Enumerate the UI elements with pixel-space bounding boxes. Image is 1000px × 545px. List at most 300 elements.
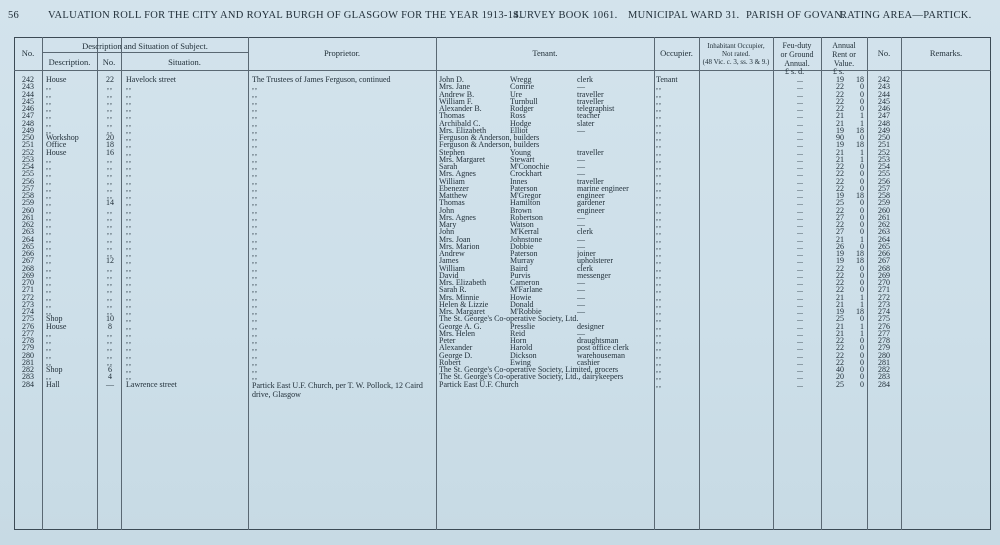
rent-currency: £ s. bbox=[833, 67, 845, 76]
table-row bbox=[0, 83, 1000, 90]
row-description: ,, bbox=[46, 373, 52, 382]
page-number: 56 bbox=[8, 10, 20, 21]
row-feu-duty: ... bbox=[797, 213, 803, 222]
row-number: ,, bbox=[107, 83, 113, 92]
row-proprietor: Partick East U.F. Church, per T. W. Pollock, 12 Caird drive, Glasgow bbox=[252, 380, 423, 399]
row-shillings: 18 bbox=[856, 250, 864, 258]
row-feu-duty: ... bbox=[797, 228, 803, 237]
row-tenant-first: Alexander bbox=[439, 344, 473, 353]
row-feu-duty: ... bbox=[797, 221, 803, 229]
row-proprietor: ,, bbox=[252, 112, 258, 121]
row-situation: ,, bbox=[126, 315, 132, 324]
row-shillings: 0 bbox=[860, 279, 864, 287]
row-feu-duty: ... bbox=[797, 337, 803, 345]
row-pounds: 26 bbox=[836, 242, 844, 251]
row-shillings: 18 bbox=[856, 76, 864, 84]
row-no: 261 bbox=[22, 213, 34, 222]
row-no: 262 bbox=[22, 221, 34, 229]
row-proprietor: ,, bbox=[252, 105, 258, 113]
row-no-right: 251 bbox=[878, 141, 890, 150]
row-number: ,, bbox=[107, 264, 113, 273]
row-feu-duty: ... bbox=[797, 97, 803, 106]
table-row bbox=[0, 91, 1000, 98]
row-number: ,, bbox=[107, 105, 113, 113]
row-situation: ,, bbox=[126, 163, 132, 171]
table-row bbox=[0, 352, 1000, 359]
row-proprietor: ,, bbox=[252, 344, 258, 353]
row-proprietor: ,, bbox=[252, 155, 258, 164]
row-situation: ,, bbox=[126, 242, 132, 251]
row-proprietor: ,, bbox=[252, 119, 258, 128]
row-situation: ,, bbox=[126, 184, 132, 193]
col-description: Description. bbox=[48, 57, 91, 67]
row-occupier: ,, bbox=[656, 184, 662, 193]
row-feu-duty: ... bbox=[797, 155, 803, 164]
row-pounds: 19 bbox=[836, 308, 844, 316]
row-occupier: ,, bbox=[656, 155, 662, 164]
row-no: 265 bbox=[22, 242, 34, 251]
row-no-right: 271 bbox=[878, 286, 890, 295]
row-occupier: ,, bbox=[656, 351, 662, 360]
table-row bbox=[0, 76, 1000, 83]
row-pounds: 22 bbox=[836, 264, 844, 273]
row-number: ,, bbox=[107, 97, 113, 106]
row-tenant-occupation: designer bbox=[577, 322, 605, 331]
row-description: ,, bbox=[46, 250, 52, 258]
row-occupier: ,, bbox=[656, 112, 662, 121]
col-proprietor: Proprietor. bbox=[323, 48, 361, 58]
table-row bbox=[0, 163, 1000, 170]
row-tenant-occupation: cashier bbox=[577, 358, 600, 367]
row-shillings: 18 bbox=[856, 141, 864, 150]
row-feu-duty: ... bbox=[797, 105, 803, 113]
row-situation: ,, bbox=[126, 213, 132, 222]
row-proprietor: ,, bbox=[252, 192, 258, 200]
row-tenant-occupation: — bbox=[577, 293, 585, 302]
row-pounds: 20 bbox=[836, 373, 844, 382]
row-proprietor: ,, bbox=[252, 286, 258, 295]
row-pounds: 19 bbox=[836, 192, 844, 200]
row-no-right: 255 bbox=[878, 170, 890, 179]
row-proprietor: ,, bbox=[252, 170, 258, 179]
row-pounds: 19 bbox=[836, 250, 844, 258]
row-occupier: ,, bbox=[656, 235, 662, 244]
row-pounds: 21 bbox=[836, 235, 844, 244]
row-pounds: 22 bbox=[836, 177, 844, 186]
row-tenant-occupation: clerk bbox=[577, 228, 593, 237]
table-row bbox=[0, 236, 1000, 243]
row-proprietor: ,, bbox=[252, 221, 258, 229]
row-tenant-first: Thomas bbox=[439, 199, 465, 208]
row-feu-duty: ... bbox=[797, 76, 803, 84]
row-occupier: ,, bbox=[656, 221, 662, 229]
row-no-right: 273 bbox=[878, 300, 890, 309]
row-occupier: ,, bbox=[656, 126, 662, 135]
row-tenant-first: Mrs. Marion bbox=[439, 242, 480, 251]
row-no-right: 274 bbox=[878, 308, 890, 316]
row-description: Shop bbox=[46, 315, 63, 324]
row-number: 22 bbox=[106, 76, 114, 84]
row-description: ,, bbox=[46, 112, 52, 121]
row-no: 245 bbox=[22, 97, 34, 106]
row-pounds: 22 bbox=[836, 351, 844, 360]
row-number: 6 bbox=[108, 366, 112, 374]
row-situation: ,, bbox=[126, 177, 132, 186]
row-situation: Lawrence street bbox=[126, 380, 177, 389]
row-pounds: 22 bbox=[836, 337, 844, 345]
row-no: 271 bbox=[22, 286, 34, 295]
row-tenant-last: Reid bbox=[510, 329, 526, 338]
row-occupier: ,, bbox=[656, 134, 662, 142]
table-row bbox=[0, 98, 1000, 105]
row-description: ,, bbox=[46, 264, 52, 273]
row-no: 260 bbox=[22, 206, 34, 215]
row-occupier: ,, bbox=[656, 300, 662, 309]
row-description: Workshop bbox=[46, 134, 79, 142]
row-occupier: ,, bbox=[656, 177, 662, 186]
row-situation: ,, bbox=[126, 257, 132, 266]
row-tenant-first: James bbox=[439, 257, 459, 266]
col-inhabitant: Inhabitant Occupier, Not rated. (48 Vic. c. 3, ss. 3 & 9.) bbox=[702, 42, 770, 66]
row-pounds: 22 bbox=[836, 358, 844, 367]
row-tenant-occupation: traveller bbox=[577, 90, 604, 99]
col-feu-duty: Feu-duty or Ground Annual. bbox=[780, 41, 814, 68]
row-description: House bbox=[46, 322, 67, 331]
row-proprietor: ,, bbox=[252, 134, 258, 142]
row-shillings: 0 bbox=[860, 206, 864, 215]
row-shillings: 0 bbox=[860, 199, 864, 208]
row-number: ,, bbox=[107, 271, 113, 280]
row-shillings: 0 bbox=[860, 184, 864, 193]
row-occupier: ,, bbox=[656, 228, 662, 237]
table-row bbox=[0, 243, 1000, 250]
row-no: 248 bbox=[22, 119, 34, 128]
row-pounds: 40 bbox=[836, 366, 844, 374]
row-no-right: 282 bbox=[878, 366, 890, 374]
row-description: ,, bbox=[46, 242, 52, 251]
row-no: 266 bbox=[22, 250, 34, 258]
col-description-group: Description and Situation of Subject. bbox=[82, 41, 208, 51]
row-situation: ,, bbox=[126, 329, 132, 338]
table-row bbox=[0, 199, 1000, 206]
row-pounds: 90 bbox=[836, 134, 844, 142]
row-description: ,, bbox=[46, 228, 52, 237]
row-proprietor: ,, bbox=[252, 228, 258, 237]
row-feu-duty: ... bbox=[797, 192, 803, 200]
row-occupier: ,, bbox=[656, 271, 662, 280]
row-no: 264 bbox=[22, 235, 34, 244]
row-occupier: ,, bbox=[656, 119, 662, 128]
row-feu-duty: ... bbox=[797, 242, 803, 251]
row-situation: ,, bbox=[126, 322, 132, 331]
row-tenant-first: William bbox=[439, 264, 465, 273]
row-tenant-occupation: upholsterer bbox=[577, 257, 613, 266]
row-tenant-first: Alexander B. bbox=[439, 105, 482, 113]
table-row bbox=[0, 330, 1000, 337]
row-proprietor: ,, bbox=[252, 315, 258, 324]
table-row bbox=[0, 141, 1000, 148]
row-feu-duty: ... bbox=[797, 126, 803, 135]
row-no: 254 bbox=[22, 163, 34, 171]
row-situation: Havelock street bbox=[126, 76, 176, 84]
col-situation: Situation. bbox=[168, 57, 201, 67]
row-proprietor: ,, bbox=[252, 329, 258, 338]
row-occupier: ,, bbox=[656, 358, 662, 367]
table-row bbox=[0, 156, 1000, 163]
row-shillings: 0 bbox=[860, 286, 864, 295]
row-number: — bbox=[106, 380, 114, 389]
row-feu-duty: ... bbox=[797, 83, 803, 92]
table-row bbox=[0, 323, 1000, 330]
row-feu-duty: ... bbox=[797, 163, 803, 171]
row-situation: ,, bbox=[126, 141, 132, 150]
row-tenant-occupation: marine engineer bbox=[577, 184, 629, 193]
row-tenant-occupation: — bbox=[577, 83, 585, 92]
row-situation: ,, bbox=[126, 134, 132, 142]
row-tenant-first: Stephen bbox=[439, 148, 465, 157]
row-occupier: ,, bbox=[656, 199, 662, 208]
row-shillings: 0 bbox=[860, 221, 864, 229]
row-number: ,, bbox=[107, 344, 113, 353]
row-tenant-first: Mrs. Margaret bbox=[439, 308, 486, 316]
rating-area: RATING AREA—PARTICK. bbox=[840, 10, 972, 21]
row-tenant-occupation: — bbox=[577, 221, 585, 229]
row-pounds: 22 bbox=[836, 170, 844, 179]
row-number: 18 bbox=[106, 141, 114, 150]
row-tenant-last: Innes bbox=[510, 177, 528, 186]
row-tenant-occupation: teacher bbox=[577, 112, 601, 121]
row-occupier: ,, bbox=[656, 264, 662, 273]
row-occupier: ,, bbox=[656, 257, 662, 266]
row-description: ,, bbox=[46, 213, 52, 222]
row-tenant-first: Andrew B. bbox=[439, 90, 475, 99]
row-tenant-last: M'Kerral bbox=[510, 228, 539, 237]
row-shillings: 1 bbox=[860, 119, 864, 128]
row-no-right: 244 bbox=[878, 90, 890, 99]
row-feu-duty: ... bbox=[797, 250, 803, 258]
row-no-right: 281 bbox=[878, 358, 890, 367]
table-row bbox=[0, 257, 1000, 264]
row-proprietor: ,, bbox=[252, 250, 258, 258]
row-tenant-first: Mrs. Margaret bbox=[439, 155, 486, 164]
row-proprietor: ,, bbox=[252, 257, 258, 266]
row-proprietor: ,, bbox=[252, 351, 258, 360]
row-shillings: 0 bbox=[860, 170, 864, 179]
row-no-right: 270 bbox=[878, 279, 890, 287]
row-description: ,, bbox=[46, 344, 52, 353]
row-situation: ,, bbox=[126, 119, 132, 128]
row-tenant-last: Stewart bbox=[510, 155, 535, 164]
row-situation: ,, bbox=[126, 235, 132, 244]
row-occupier: ,, bbox=[656, 380, 662, 389]
row-description: ,, bbox=[46, 271, 52, 280]
row-no: 276 bbox=[22, 322, 34, 331]
row-tenant-occupation: telegraphist bbox=[577, 105, 615, 113]
row-no-right: 260 bbox=[878, 206, 890, 215]
row-occupier: ,, bbox=[656, 366, 662, 374]
row-number: 14 bbox=[106, 199, 114, 208]
row-proprietor: ,, bbox=[252, 373, 258, 382]
col-no: No. bbox=[21, 48, 35, 58]
row-no-right: 258 bbox=[878, 192, 890, 200]
row-description: ,, bbox=[46, 199, 52, 208]
row-number: ,, bbox=[107, 177, 113, 186]
table-row bbox=[0, 272, 1000, 279]
row-proprietor: ,, bbox=[252, 141, 258, 150]
row-description: ,, bbox=[46, 155, 52, 164]
row-proprietor: ,, bbox=[252, 177, 258, 186]
row-number: 16 bbox=[106, 148, 114, 157]
row-number: ,, bbox=[107, 213, 113, 222]
row-pounds: 22 bbox=[836, 221, 844, 229]
row-number: ,, bbox=[107, 300, 113, 309]
row-proprietor: ,, bbox=[252, 322, 258, 331]
row-description: ,, bbox=[46, 126, 52, 135]
page-header bbox=[8, 10, 992, 26]
row-tenant-last: Hamilton bbox=[510, 199, 541, 208]
row-tenant-last: Baird bbox=[510, 264, 528, 273]
table-row bbox=[0, 134, 1000, 141]
row-situation: ,, bbox=[126, 279, 132, 287]
row-tenant-last: Horn bbox=[510, 337, 527, 345]
row-feu-duty: ... bbox=[797, 358, 803, 367]
row-tenant-last: Dobbie bbox=[510, 242, 534, 251]
row-no: 253 bbox=[22, 155, 34, 164]
row-number: 8 bbox=[108, 322, 112, 331]
table-row bbox=[0, 105, 1000, 112]
table-row bbox=[0, 315, 1000, 322]
row-tenant-first: Mrs. Agnes bbox=[439, 170, 476, 179]
row-no: 277 bbox=[22, 329, 34, 338]
row-situation: ,, bbox=[126, 300, 132, 309]
row-no-right: 278 bbox=[878, 337, 890, 345]
row-number: ,, bbox=[107, 163, 113, 171]
row-tenant-last: Crockhart bbox=[510, 170, 542, 179]
row-no: 280 bbox=[22, 351, 34, 360]
row-tenant-first: William F. bbox=[439, 97, 473, 106]
row-no: 273 bbox=[22, 300, 34, 309]
row-shillings: 0 bbox=[860, 105, 864, 113]
row-tenant-occupation: gardener bbox=[577, 199, 605, 208]
row-tenant-last: Howie bbox=[510, 293, 532, 302]
row-situation: ,, bbox=[126, 308, 132, 316]
row-proprietor: ,, bbox=[252, 358, 258, 367]
row-number: 4 bbox=[108, 373, 112, 382]
row-shillings: 18 bbox=[856, 308, 864, 316]
col-number: No. bbox=[102, 57, 116, 67]
row-tenant-occupation: clerk bbox=[577, 264, 593, 273]
row-tenant-first: Partick East U.F. Church bbox=[439, 380, 519, 389]
row-occupier: Tenant bbox=[656, 76, 678, 84]
row-number: ,, bbox=[107, 228, 113, 237]
row-pounds: 22 bbox=[836, 344, 844, 353]
table-row bbox=[0, 337, 1000, 344]
row-situation: ,, bbox=[126, 206, 132, 215]
row-feu-duty: ... bbox=[797, 134, 803, 142]
row-situation: ,, bbox=[126, 250, 132, 258]
row-tenant-occupation: joiner bbox=[577, 250, 596, 258]
row-feu-duty: ... bbox=[797, 344, 803, 353]
row-tenant-last: Brown bbox=[510, 206, 532, 215]
row-situation: ,, bbox=[126, 97, 132, 106]
row-occupier: ,, bbox=[656, 206, 662, 215]
row-description: ,, bbox=[46, 358, 52, 367]
row-feu-duty: ... bbox=[797, 329, 803, 338]
row-no-right: 262 bbox=[878, 221, 890, 229]
row-tenant-first: The St. George's Co-operative Society, Limited, grocers bbox=[439, 366, 619, 374]
row-occupier: ,, bbox=[656, 337, 662, 345]
col-occupier: Occupier. bbox=[660, 48, 693, 58]
row-feu-duty: ... bbox=[797, 141, 803, 150]
row-no: 281 bbox=[22, 358, 34, 367]
table-row bbox=[0, 149, 1000, 156]
row-description: ,, bbox=[46, 279, 52, 287]
row-no-right: 268 bbox=[878, 264, 890, 273]
row-number: ,, bbox=[107, 155, 113, 164]
row-no-right: 269 bbox=[878, 271, 890, 280]
row-no-right: 242 bbox=[878, 76, 890, 84]
row-feu-duty: ... bbox=[797, 271, 803, 280]
row-tenant-first: George A. G. bbox=[439, 322, 482, 331]
row-occupier: ,, bbox=[656, 293, 662, 302]
row-no-right: 250 bbox=[878, 134, 890, 142]
table-row bbox=[0, 279, 1000, 286]
row-pounds: 22 bbox=[836, 279, 844, 287]
row-description: ,, bbox=[46, 293, 52, 302]
row-no: 269 bbox=[22, 271, 34, 280]
row-description: Office bbox=[46, 141, 67, 150]
row-situation: ,, bbox=[126, 155, 132, 164]
row-shillings: 1 bbox=[860, 329, 864, 338]
table-row bbox=[0, 308, 1000, 315]
row-no: 259 bbox=[22, 199, 34, 208]
row-tenant-last: Comrie bbox=[510, 83, 534, 92]
row-proprietor: ,, bbox=[252, 90, 258, 99]
row-situation: ,, bbox=[126, 358, 132, 367]
row-tenant-first: Ferguson & Anderson, builders bbox=[439, 141, 540, 150]
row-situation: ,, bbox=[126, 148, 132, 157]
row-situation: ,, bbox=[126, 126, 132, 135]
row-tenant-first: Ferguson & Anderson, builders bbox=[439, 134, 540, 142]
row-feu-duty: ... bbox=[797, 184, 803, 193]
row-no: 263 bbox=[22, 228, 34, 237]
row-number: ,, bbox=[107, 308, 113, 316]
row-tenant-last: Harold bbox=[510, 344, 533, 353]
row-proprietor: ,, bbox=[252, 83, 258, 92]
row-no: 275 bbox=[22, 315, 34, 324]
row-no: 279 bbox=[22, 344, 34, 353]
row-description: ,, bbox=[46, 97, 52, 106]
row-proprietor: ,, bbox=[252, 264, 258, 273]
row-tenant-last: Dickson bbox=[510, 351, 537, 360]
row-number: ,, bbox=[107, 351, 113, 360]
row-situation: ,, bbox=[126, 83, 132, 92]
row-description: ,, bbox=[46, 184, 52, 193]
row-number: ,, bbox=[107, 119, 113, 128]
row-situation: ,, bbox=[126, 170, 132, 179]
row-occupier: ,, bbox=[656, 242, 662, 251]
row-pounds: 22 bbox=[836, 105, 844, 113]
row-no-right: 284 bbox=[878, 380, 890, 389]
row-tenant-first: William bbox=[439, 177, 465, 186]
row-occupier: ,, bbox=[656, 170, 662, 179]
row-shillings: 0 bbox=[860, 315, 864, 324]
row-tenant-last: M'Gregor bbox=[510, 192, 542, 200]
row-tenant-first: Mary bbox=[439, 221, 457, 229]
row-proprietor: ,, bbox=[252, 163, 258, 171]
row-tenant-last: Young bbox=[510, 148, 531, 157]
row-number: ,, bbox=[107, 221, 113, 229]
